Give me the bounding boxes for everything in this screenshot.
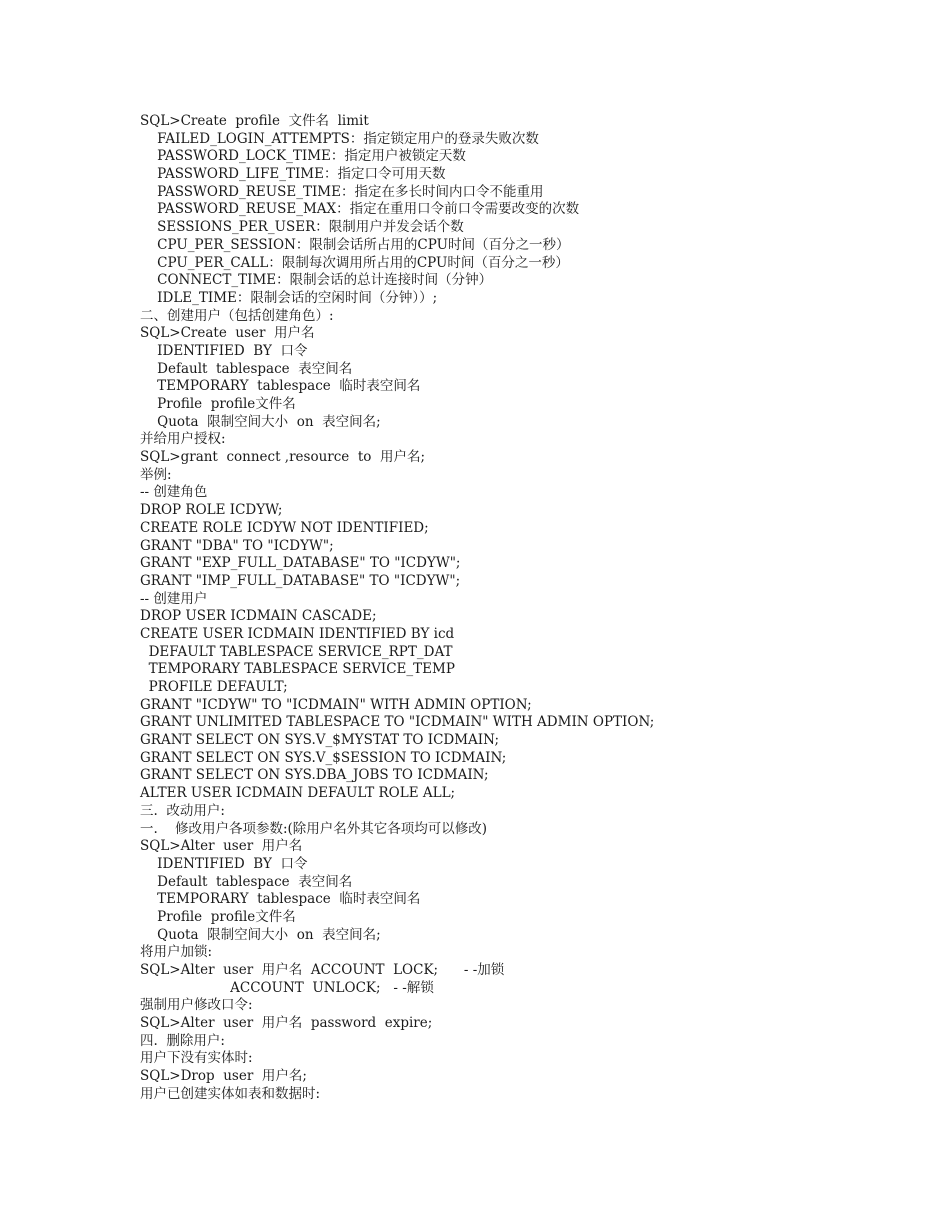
text-line: Default tablespace 表空间名 — [140, 360, 353, 377]
text-line: -- 创建角色 — [140, 484, 208, 501]
section-heading: 二、创建用户（包括创建角色）: — [140, 307, 334, 324]
text-line: IDLE_TIME：限制会话的空闲时间（分钟））; — [140, 289, 438, 306]
text-line: CPU_PER_SESSION：限制会话所占用的CPU时间（百分之一秒） — [140, 236, 570, 253]
text-line: TEMPORARY TABLESPACE SERVICE_TEMP — [140, 661, 455, 678]
text-line: GRANT SELECT ON SYS.V_$SESSION TO ICDMAIN; — [140, 749, 507, 766]
text-line: -- 创建用户 — [140, 590, 208, 607]
text-line: 并给用户授权: — [140, 431, 226, 448]
text-line: ALTER USER ICDMAIN DEFAULT ROLE ALL; — [140, 785, 456, 802]
text-line: CPU_PER_CALL：限制每次调用所占用的CPU时间（百分之一秒） — [140, 254, 569, 271]
text-line: TEMPORARY tablespace 临时表空间名 — [140, 378, 421, 395]
text-line: DEFAULT TABLESPACE SERVICE_RPT_DAT — [140, 643, 453, 660]
text-line: DROP ROLE ICDYW; — [140, 502, 283, 519]
text-line: SQL>Create user 用户名 — [140, 325, 315, 342]
text-line: PASSWORD_LOCK_TIME：指定用户被锁定天数 — [140, 148, 466, 165]
document-page — [140, 113, 920, 1104]
text-line: SQL>Alter user 用户名 ACCOUNT LOCK; - -加锁 — [140, 962, 505, 978]
text-line: SESSIONS_PER_USER：限制用户并发会话个数 — [140, 219, 464, 236]
text-line: GRANT "IMP_FULL_DATABASE" TO "ICDYW"; — [140, 572, 461, 589]
text-line: 将用户加锁: — [140, 944, 213, 961]
text-line: SQL>Alter user 用户名 — [140, 838, 303, 855]
text-line: SQL>grant connect ,resource to 用户名; — [140, 449, 426, 466]
text-line: PROFILE DEFAULT; — [140, 679, 288, 695]
text-line: GRANT UNLIMITED TABLESPACE TO "ICDMAIN" WITH ADMIN OPTION; — [140, 714, 655, 731]
text-line: SQL>Drop user 用户名; — [140, 1068, 307, 1085]
text-line: Quota 限制空间大小 on 表空间名; — [140, 413, 381, 430]
text-line: GRANT SELECT ON SYS.DBA_JOBS TO ICDMAIN; — [140, 767, 489, 784]
text-line: 用户下没有实体时: — [140, 1050, 253, 1067]
text-line: PASSWORD_LIFE_TIME：指定口令可用天数 — [140, 166, 446, 183]
section-heading: 四. 删除用户: — [140, 1032, 225, 1049]
text-line: PASSWORD_REUSE_TIME：指定在多长时间内口令不能重用 — [140, 183, 544, 200]
text-line: Default tablespace 表空间名 — [140, 873, 353, 890]
text-line: PASSWORD_REUSE_MAX：指定在重用口令前口令需要改变的次数 — [140, 201, 580, 218]
text-line: IDENTIFIED BY 口令 — [140, 342, 308, 359]
text-line: Quota 限制空间大小 on 表空间名; — [140, 926, 381, 943]
text-line: CONNECT_TIME：限制会话的总计连接时间（分钟） — [140, 272, 493, 289]
text-line: TEMPORARY tablespace 临时表空间名 — [140, 891, 421, 908]
text-line: 一. 修改用户各项参数:(除用户名外其它各项均可以修改) — [140, 820, 488, 837]
text-line: SQL>Create profile 文件名 limit — [140, 113, 369, 129]
text-line: 举例: — [140, 466, 172, 483]
text-line: 用户已创建实体如表和数据时: — [140, 1085, 321, 1102]
text-line: IDENTIFIED BY 口令 — [140, 855, 308, 872]
text-line: Profile profile文件名 — [140, 908, 296, 925]
text-line: FAILED_LOGIN_ATTEMPTS：指定锁定用户的登录失败次数 — [140, 130, 539, 147]
text-line: GRANT "EXP_FULL_DATABASE" TO "ICDYW"; — [140, 555, 461, 572]
text-line: SQL>Alter user 用户名 password expire; — [140, 1015, 433, 1032]
text-line: GRANT SELECT ON SYS.V_$MYSTAT TO ICDMAIN; — [140, 732, 500, 749]
text-line: CREATE ROLE ICDYW NOT IDENTIFIED; — [140, 519, 429, 536]
text-line: ACCOUNT UNLOCK; - -解锁 — [140, 979, 434, 996]
text-line: GRANT "DBA" TO "ICDYW"; — [140, 537, 334, 554]
text-line: CREATE USER ICDMAIN IDENTIFIED BY icd — [140, 625, 455, 642]
section-heading: 三. 改动用户: — [140, 802, 225, 819]
text-line: Profile profile文件名 — [140, 396, 296, 412]
text-line: DROP USER ICDMAIN CASCADE; — [140, 608, 377, 625]
text-line: GRANT "ICDYW" TO "ICDMAIN" WITH ADMIN OPTION; — [140, 696, 532, 713]
text-line: 强制用户修改口令: — [140, 997, 253, 1014]
